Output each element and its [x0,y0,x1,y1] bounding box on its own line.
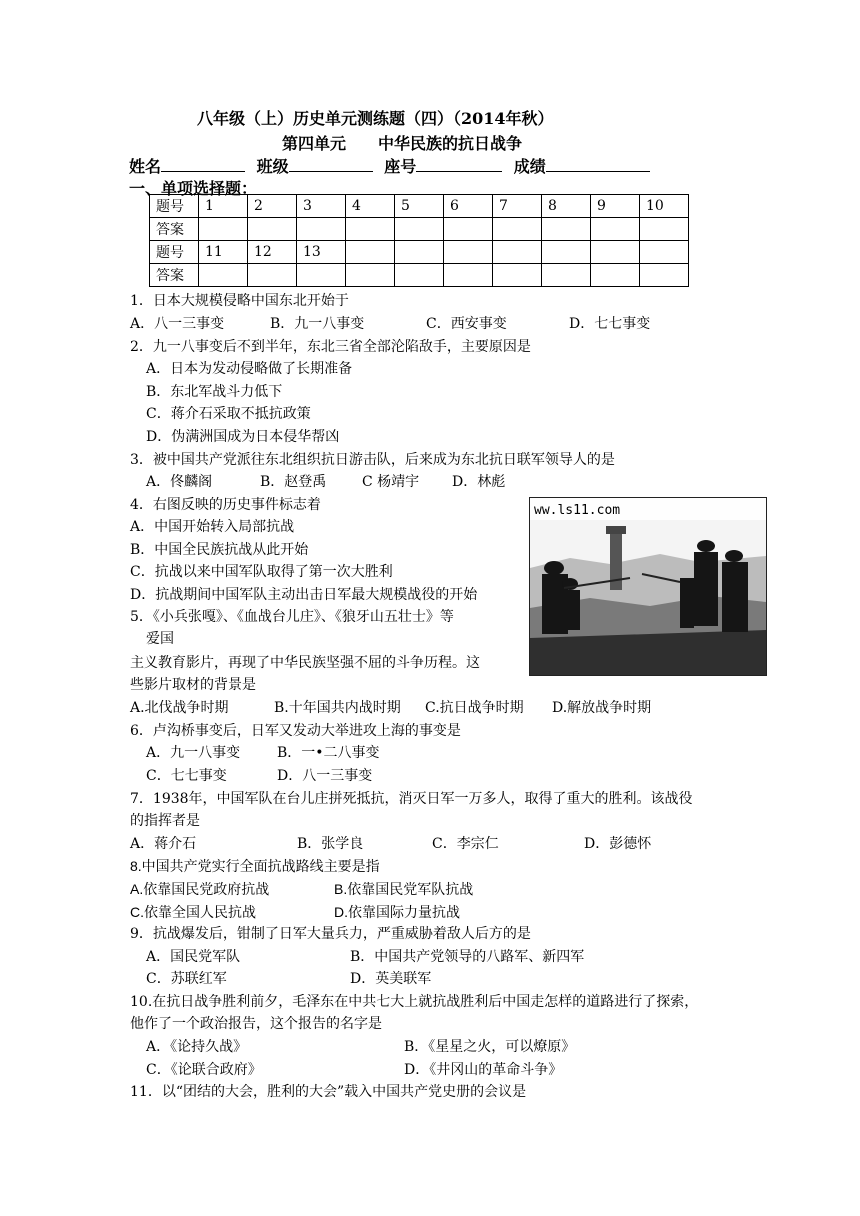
answer-cell[interactable] [493,218,542,241]
answer-cell[interactable] [640,218,689,241]
question-5-line1: 5．《小兵张嘎》、《血战台儿庄》、《狼牙山五壮士》等 [130,609,454,625]
table-cell [542,241,591,264]
q10-option-d: D．《井冈山的革命斗争》 [404,1062,563,1078]
table-header-cell: 题号 [150,241,199,264]
score-blank[interactable] [546,155,650,172]
table-row [150,241,689,264]
q4-option-c: C．抗战以来中国军队取得了第一次大胜利 [130,564,393,580]
table-cell: 9 [591,195,640,218]
photo-watermark: ww.ls11.com [534,503,621,518]
field-label-class: 班级 [256,157,289,176]
q7-option-a: A．蒋介石 [130,836,197,852]
table-cell [444,241,493,264]
answer-cell[interactable] [444,264,493,287]
q8-option-a: A.依靠国民党政府抗战 [130,881,270,897]
q1-option-b: B．九一八事变 [270,316,365,332]
q4-option-a: A．中国开始转入局部抗战 [130,519,295,535]
q9-option-d: D．英美联军 [350,971,432,987]
table-cell [591,241,640,264]
answer-cell[interactable] [346,264,395,287]
answer-cell[interactable] [444,218,493,241]
q5-option-d: D.解放战争时期 [552,700,652,716]
answer-cell[interactable] [542,264,591,287]
question-5-line2: 爱国 [146,631,174,647]
page-subtitle: 第四单元 中华民族的抗日战争 [282,134,523,153]
table-cell: 12 [248,241,297,264]
q3-option-d: D．林彪 [452,474,506,490]
photo-illustration [530,498,766,675]
question-3-stem: 3．被中国共产党派往东北组织抗日游击队，后来成为东北抗日联军领导人的是 [130,452,615,468]
historical-photo [529,497,767,676]
question-10-line2: 他作了一个政治报告，这个报告的名字是 [130,1016,382,1032]
table-header-cell: 答案 [150,264,199,287]
question-7-line2: 的指挥者是 [130,813,200,829]
table-cell: 5 [395,195,444,218]
q1-option-d: D．七七事变 [569,316,651,332]
table-header-cell: 答案 [150,218,199,241]
q2-option-a: A．日本为发动侵略做了长期准备 [146,361,353,377]
info-fields-row [129,154,650,177]
answer-cell[interactable] [591,218,640,241]
class-blank[interactable] [289,155,373,172]
name-blank[interactable] [161,155,245,172]
q3-option-a: A．佟麟阁 [146,474,213,490]
question-9-stem: 9．抗战爆发后，钳制了日军大量兵力，严重威胁着敌人后方的是 [130,926,531,942]
table-cell [493,241,542,264]
table-cell: 3 [297,195,346,218]
answer-cell[interactable] [297,218,346,241]
answer-cell[interactable] [199,218,248,241]
question-5-line4: 些影片取材的背景是 [130,677,256,693]
answer-cell[interactable] [591,264,640,287]
table-cell [640,241,689,264]
answer-cell[interactable] [395,218,444,241]
table-header-cell: 题号 [150,195,199,218]
q6-option-b: B．一•二八事变 [277,745,380,761]
question-5-line3: 主义教育影片，再现了中华民族坚强不屈的斗争历程。这 [130,655,480,671]
answer-cell[interactable] [395,264,444,287]
question-8-stem: 8.中国共产党实行全面抗战路线主要是指 [130,858,380,874]
table-cell: 6 [444,195,493,218]
q4-option-b: B．中国全民族抗战从此开始 [130,542,309,558]
q3-option-b: B．赵登禹 [260,474,327,490]
q10-option-c: C．《论联合政府》 [146,1062,262,1078]
q10-option-b: B．《星星之火，可以燎原》 [404,1039,576,1055]
q8-option-b: B.依靠国民党军队抗战 [334,881,474,897]
question-10-line1: 10.在抗日战争胜利前夕，毛泽东在中共七大上就抗战胜利后中国走怎样的道路进行了探索， [130,994,699,1010]
table-cell: 1 [199,195,248,218]
q2-option-d: D．伪满洲国成为日本侵华帮凶 [146,429,340,445]
q1-option-a: A．八一三事变 [130,316,225,332]
seat-blank[interactable] [416,155,502,172]
answer-cell[interactable] [542,218,591,241]
q6-option-a: A．九一八事变 [146,745,241,761]
question-11-stem: 11．以“团结的大会，胜利的大会”载入中国共产党史册的会议是 [130,1084,527,1100]
page-title: 八年级（上）历史单元测练题（四）（2014年秋） [197,109,554,128]
question-4-stem: 4．右图反映的历史事件标志着 [130,497,321,513]
table-row [150,195,689,218]
table-row [150,218,689,241]
q9-option-b: B．中国共产党领导的八路军、新四军 [350,949,585,965]
answer-cell[interactable] [346,218,395,241]
q9-option-c: C．苏联红军 [146,971,227,987]
q8-option-c: C.依靠全国人民抗战 [130,904,256,920]
answer-cell[interactable] [493,264,542,287]
table-cell: 10 [640,195,689,218]
q7-option-d: D．彭德怀 [584,836,652,852]
question-7-line1: 7．1938年，中国军队在台儿庄拼死抵抗，消灭日军一万多人，取得了重大的胜利。该战役 [130,791,693,807]
q4-option-d: D．抗战期间中国军队主动出击日军最大规模战役的开始 [130,587,478,603]
answer-cell[interactable] [248,218,297,241]
answer-cell[interactable] [199,264,248,287]
table-cell: 4 [346,195,395,218]
answer-table [149,194,689,287]
field-label-seat: 座号 [384,157,417,176]
question-1-stem: 1．日本大规模侵略中国东北开始于 [130,293,349,309]
table-cell: 7 [493,195,542,218]
q2-option-c: C．蒋介石采取不抵抗政策 [146,406,311,422]
q10-option-a: A．《论持久战》 [146,1039,248,1055]
q6-option-c: C．七七事变 [146,768,227,784]
section-heading: 一、单项选择题： [129,179,258,198]
table-cell [346,241,395,264]
answer-cell[interactable] [297,264,346,287]
q7-option-b: B．张学良 [297,836,364,852]
table-cell: 13 [297,241,346,264]
field-label-score: 成绩 [513,157,546,176]
q6-option-d: D．八一三事变 [277,768,373,784]
question-6-stem: 6．卢沟桥事变后，日军又发动大举进攻上海的事变是 [130,723,461,739]
table-cell: 2 [248,195,297,218]
question-2-stem: 2．九一八事变后不到半年，东北三省全部沦陷敌手，主要原因是 [130,339,531,355]
table-cell [395,241,444,264]
table-cell: 11 [199,241,248,264]
q5-option-c: C.抗日战争时期 [425,700,524,716]
answer-cell[interactable] [248,264,297,287]
q3-option-c: C 杨靖宇 [362,474,420,490]
table-row [150,264,689,287]
q2-option-b: B．东北军战斗力低下 [146,384,283,400]
q9-option-a: A．国民党军队 [146,949,241,965]
table-cell: 8 [542,195,591,218]
q8-option-d: D.依靠国际力量抗战 [334,904,460,920]
q5-option-a: A.北伐战争时期 [130,700,229,716]
q7-option-c: C．李宗仁 [432,836,499,852]
answer-cell[interactable] [640,264,689,287]
q5-option-b: B.十年国共内战时期 [274,700,401,716]
field-label-name: 姓名 [129,157,162,176]
q1-option-c: C．西安事变 [426,316,507,332]
